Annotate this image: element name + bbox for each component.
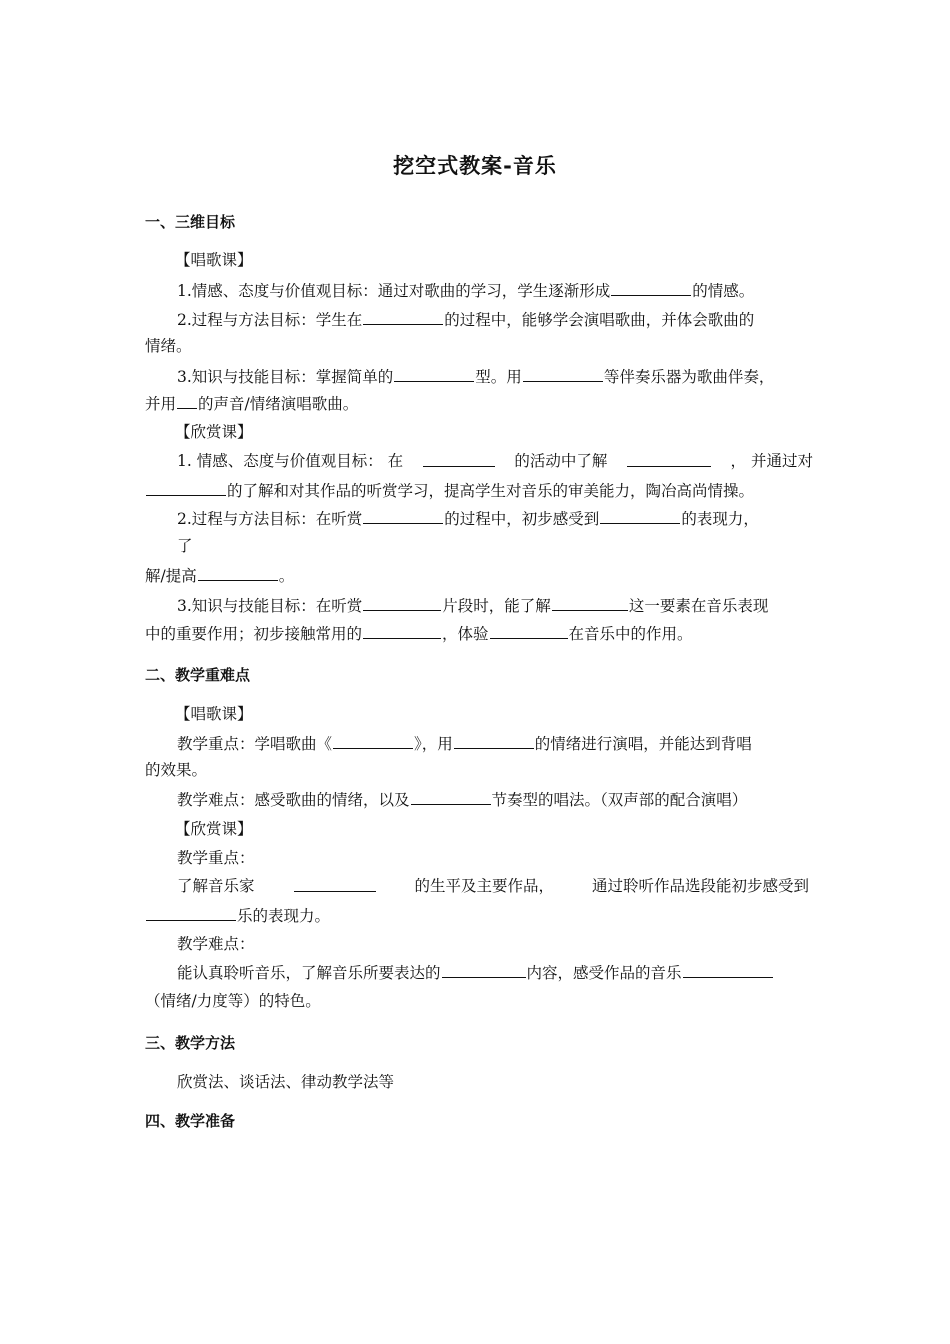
fill-blank[interactable] (333, 733, 413, 749)
fill-blank[interactable] (423, 451, 495, 467)
sing-objective-3: 3.知识与技能目标：掌握简单的 型。用 等伴奏乐器为歌曲伴奏， (177, 368, 775, 386)
section-heading-key-points: 二、教学重难点 (145, 666, 251, 684)
fill-blank[interactable] (552, 595, 628, 611)
fill-blank[interactable] (683, 962, 773, 978)
app-key-point: 了解音乐家 的生平及主要作品， 通过聆听作品选段能初步感受到 (177, 877, 809, 895)
section-heading-preparation: 四、教学准备 (145, 1112, 236, 1130)
fill-blank[interactable] (411, 789, 491, 805)
app-objective-2-end: 解/提高 。 (145, 567, 295, 585)
fill-blank[interactable] (146, 480, 226, 496)
app-objective-3: 3.知识与技能目标：在听赏 片段时，能了解 这一要素在音乐表现 (177, 597, 769, 615)
appreciation-lesson-tag-2: 【欣赏课】 (175, 820, 253, 838)
app-objective-1-cont: 的了解和对其作品的听赏学习，提高学生对音乐的审美能力，陶冶高尚情操。 (145, 480, 754, 501)
methods-text: 欣赏法、谈话法、律动教学法等 (177, 1073, 395, 1091)
app-diff-label: 教学难点： (177, 935, 255, 953)
fill-blank[interactable] (363, 623, 441, 639)
fill-blank[interactable] (627, 451, 711, 467)
fill-blank[interactable] (442, 962, 526, 978)
sing-key-point: 教学重点：学唱歌曲《 》，用 的情绪进行演唱，并能达到背唱 (177, 735, 752, 753)
sing-objective-2-cont: 情绪。 (145, 337, 192, 355)
sing-lesson-tag: 【唱歌课】 (175, 251, 253, 269)
fill-blank[interactable] (177, 393, 197, 409)
fill-blank[interactable] (490, 623, 568, 639)
fill-blank[interactable] (294, 876, 376, 892)
section-heading-methods: 三、教学方法 (145, 1034, 236, 1052)
fill-blank[interactable] (146, 905, 236, 921)
fill-blank[interactable] (523, 366, 603, 382)
app-key-point-cont: 乐的表现力。 (145, 905, 330, 926)
sing-objective-3-cont: 并用 的声音/情绪演唱歌曲。 (145, 395, 359, 413)
app-difficulty: 能认真聆听音乐，了解音乐所要表达的 内容，感受作品的音乐 (177, 962, 774, 983)
appreciation-lesson-tag: 【欣赏课】 (175, 423, 253, 441)
app-objective-1: 1. 情感、态度与价值观目标： 在 的活动中了解 ， 并通过对 (177, 452, 813, 470)
fill-blank[interactable] (363, 309, 443, 325)
app-key-label: 教学重点： (177, 849, 255, 867)
fill-blank[interactable] (394, 366, 474, 382)
fill-blank[interactable] (198, 565, 278, 581)
fill-blank[interactable] (600, 508, 680, 524)
fill-blank[interactable] (363, 508, 443, 524)
document-title: 挖空式教案-音乐 (393, 154, 557, 178)
sing-objective-2: 2.过程与方法目标：学生在 的过程中，能够学会演唱歌曲，并体会歌曲的 (177, 311, 755, 329)
app-difficulty-cont: （情绪/力度等）的特色。 (145, 992, 321, 1010)
app-objective-2-cont: 了 (177, 537, 193, 555)
app-objective-2: 2.过程与方法目标：在听赏 的过程中，初步感受到 的表现力， (177, 510, 759, 528)
sing-lesson-tag-2: 【唱歌课】 (175, 705, 253, 723)
app-objective-3-cont: 中的重要作用；初步接触常用的 ，体验 在音乐中的作用。 (145, 625, 693, 643)
section-heading-objectives: 一、三维目标 (145, 213, 236, 231)
fill-blank[interactable] (454, 733, 534, 749)
sing-objective-1: 1.情感、态度与价值观目标：通过对歌曲的学习，学生逐渐形成 的情感。 (177, 282, 755, 300)
fill-blank[interactable] (363, 595, 441, 611)
sing-key-point-cont: 的效果。 (145, 761, 208, 779)
sing-difficulty: 教学难点：感受歌曲的情绪，以及 节奏型的唱法。（双声部的配合演唱） (177, 791, 748, 809)
fill-blank[interactable] (611, 280, 691, 296)
